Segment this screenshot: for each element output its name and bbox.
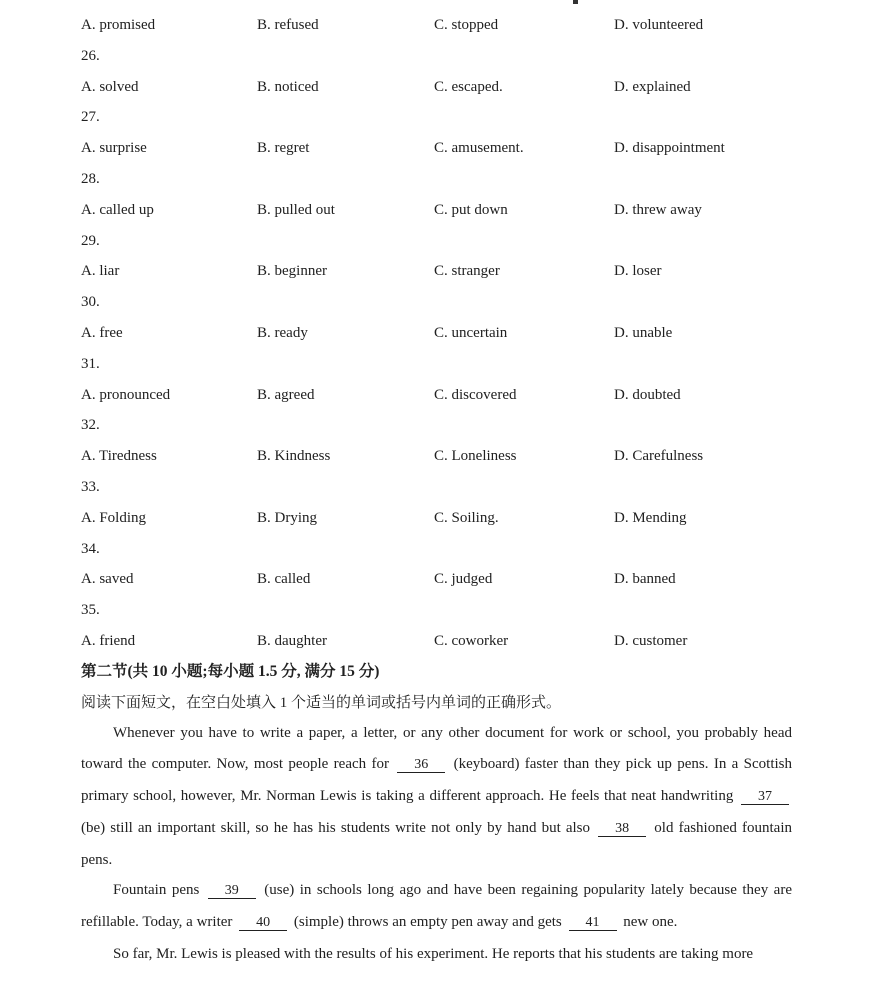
option-label: B. regret <box>257 140 310 157</box>
option-label: A. called up <box>81 201 154 218</box>
question-number: 26. <box>81 47 100 64</box>
passage-paragraph: Fountain pens 39 (use) in schools long ago and have been regaining popularity lately because they are refillable. Today, a writer 40 (simple) throws an empty pen away and gets 41 new one. <box>81 882 792 931</box>
options-row <box>81 195 792 226</box>
option-label: B. Kindness <box>257 448 331 465</box>
option-label: C. discovered <box>434 386 517 403</box>
option-label: D. disappointment <box>614 140 725 157</box>
option-label: A. liar <box>81 263 120 280</box>
option-label: D. volunteered <box>614 17 704 33</box>
section-instruction: 阅读下面短文，在空白处填入 1 个适当的单词或括号内单词的正确形式。 <box>81 694 562 711</box>
option-label: C. coworker <box>434 632 509 649</box>
option-label: C. stopped <box>434 17 499 33</box>
option-label: B. ready <box>257 324 308 341</box>
blank-40: 40 <box>239 915 287 931</box>
option-label: A. promised <box>81 17 156 33</box>
passage-paragraph: Whenever you have to write a paper, a letter, or any other document for work or school, you probably head toward the computer. Now, most people reach for 36 (keyboard) faster than they pick up pens. In a Scottish primary school, however, Mr. Norman Lewis is taking a different approach. He feels that neat handwriting 37 (be) still an important skill, so he has his students write not only by hand but also 38 old fashioned fountain pens. <box>81 725 792 868</box>
options-row <box>81 256 792 287</box>
option-label: A. solved <box>81 78 139 95</box>
blank-37: 37 <box>741 789 789 805</box>
blank-38: 38 <box>598 821 646 837</box>
option-label: B. daughter <box>257 632 327 649</box>
option-label: A. Tiredness <box>81 448 157 465</box>
passage <box>81 718 792 969</box>
question-number: 35. <box>81 602 100 619</box>
option-label: A. friend <box>81 632 136 649</box>
options-row <box>81 503 792 534</box>
option-label: B. pulled out <box>257 201 335 218</box>
options-row <box>81 380 792 411</box>
option-label: C. Soiling. <box>434 509 499 526</box>
option-label: D. Carefulness <box>614 448 704 465</box>
option-label: B. noticed <box>257 78 319 95</box>
option-label: D. explained <box>614 78 691 95</box>
option-label: D. customer <box>614 632 688 649</box>
option-label: D. unable <box>614 324 673 341</box>
question-number: 31. <box>81 355 100 372</box>
option-label: A. Folding <box>81 509 147 526</box>
cloze-questions <box>81 10 792 657</box>
option-label: A. free <box>81 324 123 341</box>
options-row <box>81 133 792 164</box>
option-label: D. banned <box>614 571 676 588</box>
blank-41: 41 <box>569 915 617 931</box>
question-number: 34. <box>81 540 100 557</box>
option-label: C. put down <box>434 201 508 218</box>
option-label: D. doubted <box>614 386 681 403</box>
options-row <box>81 441 792 472</box>
stray-mark <box>573 0 578 4</box>
option-label: B. called <box>257 571 311 588</box>
option-label: A. saved <box>81 571 134 588</box>
option-label: C. judged <box>434 571 493 588</box>
option-label: C. amusement. <box>434 140 524 157</box>
options-row <box>81 626 792 657</box>
option-label: C. uncertain <box>434 324 508 341</box>
option-label: D. threw away <box>614 201 702 218</box>
question-number: 32. <box>81 417 100 434</box>
passage-paragraph: So far, Mr. Lewis is pleased with the results of his experiment. He reports that his students are taking more <box>113 945 754 962</box>
option-label: D. Mending <box>614 509 687 526</box>
option-label: B. Drying <box>257 509 317 526</box>
option-label: C. escaped. <box>434 78 503 95</box>
option-label: B. agreed <box>257 386 315 403</box>
options-row <box>81 564 792 595</box>
option-label: B. refused <box>257 17 319 33</box>
option-label: C. Loneliness <box>434 448 517 465</box>
options-row <box>81 72 792 103</box>
question-number: 30. <box>81 294 100 311</box>
option-label: C. stranger <box>434 263 500 280</box>
blank-36: 36 <box>397 757 445 773</box>
options-row <box>81 10 792 41</box>
option-label: D. loser <box>614 263 662 280</box>
question-number: 29. <box>81 232 100 249</box>
question-number: 27. <box>81 109 100 126</box>
option-label: A. surprise <box>81 140 147 157</box>
blank-39: 39 <box>208 883 256 899</box>
option-label: B. beginner <box>257 263 327 280</box>
section-title: 第二节(共 10 小题;每小题 1.5 分, 满分 15 分) <box>81 662 380 680</box>
option-label: A. pronounced <box>81 386 171 403</box>
question-number: 28. <box>81 170 100 187</box>
question-number: 33. <box>81 478 100 495</box>
options-row <box>81 318 792 349</box>
